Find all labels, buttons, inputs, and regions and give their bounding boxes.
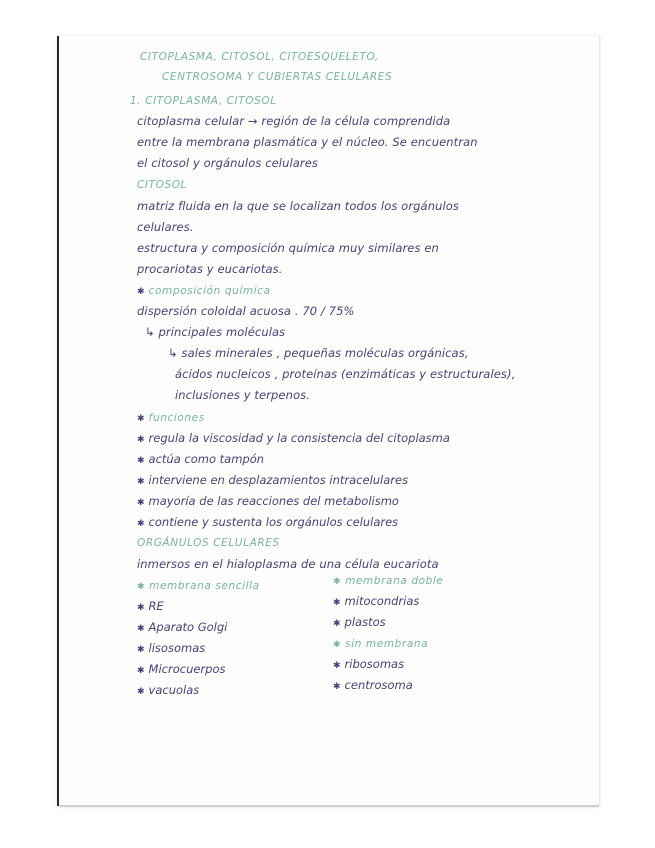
composicion-line-1: dispersión coloidal acuosa . 70 / 75% — [137, 304, 355, 318]
bullet-star-icon: ✱ — [137, 435, 145, 445]
paragraph-citosol-line-2: celulares. — [137, 220, 194, 234]
list-item: ✱ regula la viscosidad y la consistencia del citoplasma — [137, 431, 450, 445]
title-line-1: CITOPLASMA, CITOSOL, CITOESQUELETO, — [140, 51, 379, 63]
composicion-line-4: ácidos nucleicos , proteínas (enzimáticas y estructurales), — [175, 367, 516, 381]
col1-heading — [137, 580, 260, 592]
funciones-heading — [137, 412, 205, 424]
bullet-star-icon: ✱ — [137, 414, 145, 424]
composicion-heading — [137, 285, 271, 297]
list-item: ✱ mitocondrias — [333, 594, 420, 608]
bullet-star-icon: ✱ — [137, 603, 145, 613]
list-item: ✱ Aparato Golgi — [137, 620, 228, 634]
col1-heading-text: membrana sencilla — [149, 580, 260, 592]
list-item: ✱ vacuolas — [137, 683, 200, 697]
list-item: ✱ RE — [137, 599, 164, 613]
list-item: ✱ plastos — [333, 615, 386, 629]
paragraph-citoplasma-line-1: citoplasma celular → región de la célula comprendida — [137, 114, 451, 128]
bullet-star-icon: ✱ — [333, 598, 341, 608]
bullet-star-icon: ✱ — [137, 666, 145, 676]
paragraph-estructura-line-1: estructura y composición química muy similares en — [137, 241, 439, 255]
bullet-star-icon: ✱ — [333, 661, 341, 671]
bullet-star-icon: ✱ — [137, 624, 145, 634]
bullet-star-icon: ✱ — [137, 645, 145, 655]
section-heading-organulos: ORGÁNULOS CELULARES — [137, 537, 280, 549]
list-item: ✱ interviene en desplazamientos intracelulares — [137, 473, 409, 487]
list-item: ✱ contiene y sustenta los orgánulos celulares — [137, 515, 399, 529]
list-item: ✱ Microcuerpos — [137, 662, 226, 676]
bullet-star-icon: ✱ — [333, 682, 341, 692]
section-heading-citosol: CITOSOL — [137, 179, 188, 191]
funciones-heading-text: funciones — [148, 412, 205, 424]
composicion-line-3: ↳ sales minerales , pequeñas moléculas orgánicas, — [168, 346, 469, 360]
bullet-star-icon: ✱ — [137, 519, 145, 529]
composicion-heading-text: composición química — [148, 285, 271, 297]
list-item: ✱ centrosoma — [333, 678, 413, 692]
section-heading-citoplasma: 1. CITOPLASMA, CITOSOL — [130, 95, 277, 107]
list-item: ✱ mayoría de las reacciones del metabolismo — [137, 494, 399, 508]
paragraph-citosol-line-1: matriz fluida en la que se localizan todos los orgánulos — [137, 199, 459, 213]
bullet-star-icon: ✱ — [137, 477, 145, 487]
title-line-2: CENTROSOMA Y CUBIERTAS CELULARES — [162, 71, 393, 83]
col2-heading-b — [333, 638, 428, 650]
organulos-intro: inmersos en el hialoplasma de una célula eucariota — [137, 557, 439, 571]
bullet-star-icon: ✱ — [333, 619, 341, 629]
bullet-star-icon: ✱ — [137, 456, 145, 466]
paragraph-citoplasma-line-2: entre la membrana plasmática y el núcleo. Se encuentran — [137, 135, 478, 149]
list-item: ✱ lisosomas — [137, 641, 206, 655]
list-item: ✱ ribosomas — [333, 657, 405, 671]
bullet-star-icon: ✱ — [333, 640, 342, 650]
bullet-star-icon: ✱ — [137, 687, 145, 697]
col2-heading-text: membrana doble — [345, 575, 444, 587]
composicion-line-2: ↳ principales moléculas — [145, 325, 286, 339]
bullet-star-icon: ✱ — [333, 577, 342, 587]
col2-heading — [333, 575, 443, 587]
bullet-star-icon: ✱ — [137, 582, 146, 592]
paragraph-citoplasma-line-3: el citosol y orgánulos celulares — [137, 156, 319, 170]
composicion-line-5: inclusiones y terpenos. — [175, 388, 310, 402]
bullet-star-icon: ✱ — [137, 287, 145, 297]
bullet-star-icon: ✱ — [137, 498, 145, 508]
col2-heading-b-text: sin membrana — [345, 638, 429, 650]
list-item: ✱ actúa como tampón — [137, 452, 265, 466]
paragraph-estructura-line-2: procariotas y eucariotas. — [137, 262, 283, 276]
